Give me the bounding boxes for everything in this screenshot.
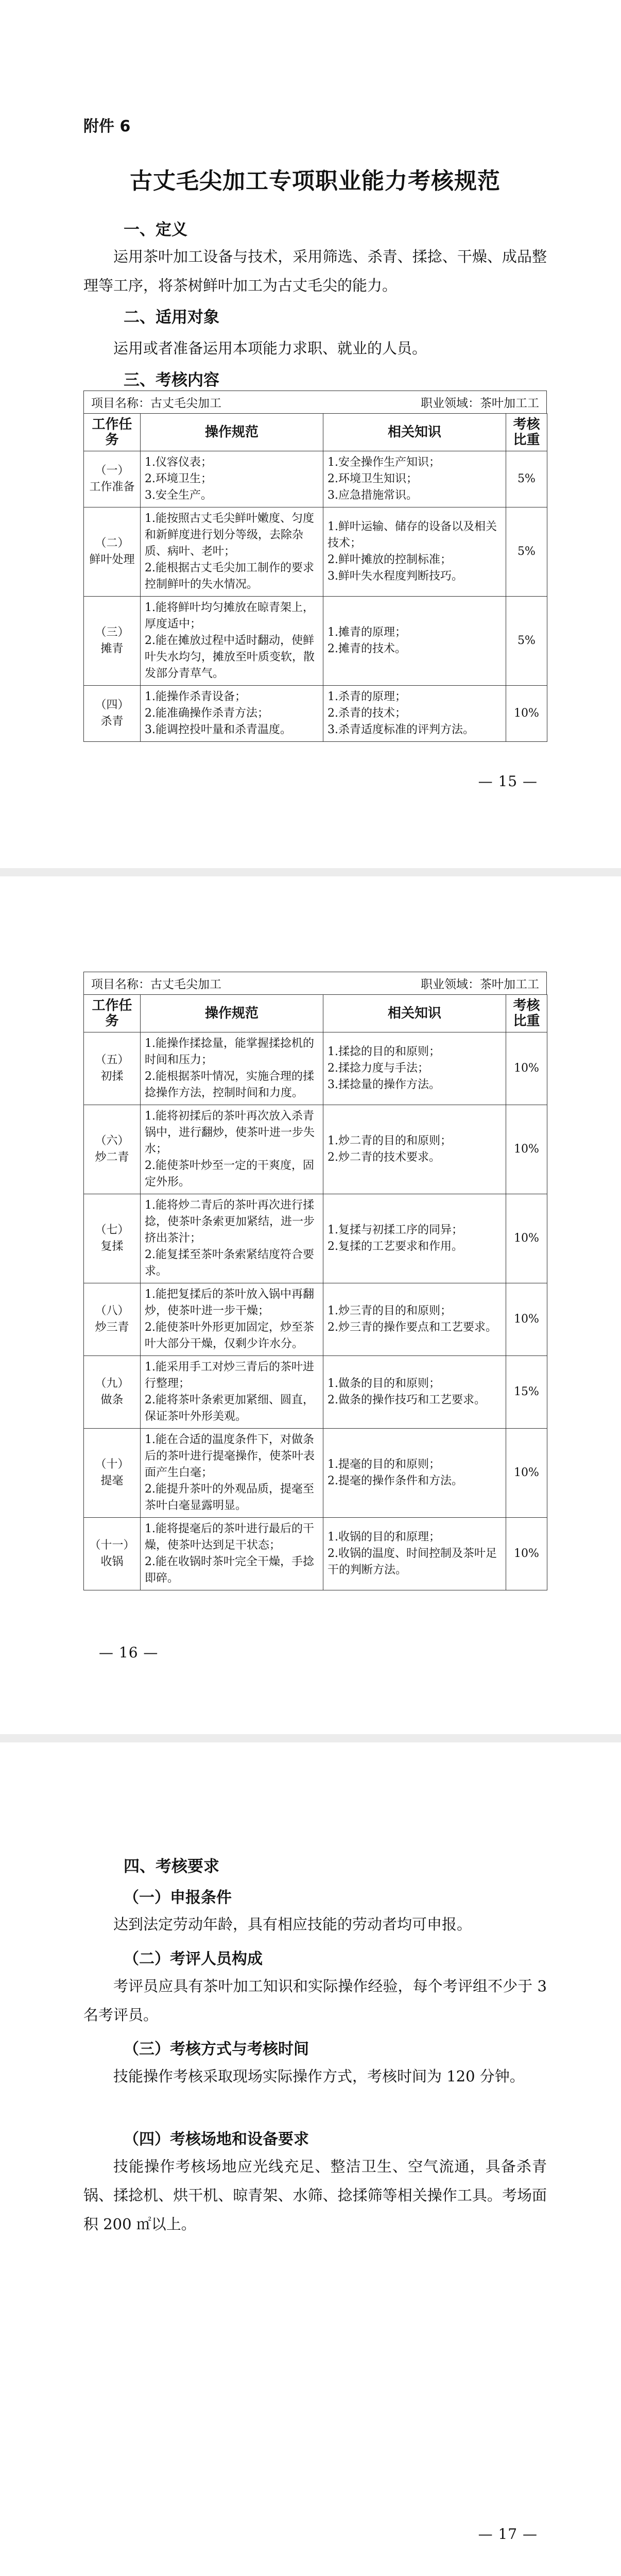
task-number: （九） bbox=[95, 1377, 129, 1390]
table-row bbox=[84, 1356, 547, 1429]
table-meta-row bbox=[83, 972, 547, 994]
task-number: （二） bbox=[95, 537, 129, 550]
table-meta-row bbox=[83, 391, 547, 413]
header-task: 工作任务 bbox=[84, 995, 141, 1032]
table-field-name: 职业领域：茶叶加工工 bbox=[421, 978, 539, 991]
page-number: — 17 — bbox=[478, 2526, 538, 2543]
knowledge-line: 2.摊青的技术。 bbox=[327, 642, 406, 655]
knowledge-line: 1.揉捻的目的和原则； bbox=[327, 1045, 440, 1058]
task-cell bbox=[84, 1283, 141, 1356]
requirements-heading: 四、考核要求 bbox=[124, 1857, 219, 1876]
skill-line: 2.能根据茶叶情况，实施合理的揉捻操作方法，控制时间和力度。 bbox=[145, 1070, 314, 1099]
table-row bbox=[84, 1429, 547, 1518]
task-number: （三） bbox=[95, 626, 129, 639]
task-cell bbox=[84, 1518, 141, 1590]
assessment-table-part2 bbox=[83, 994, 547, 1590]
document-title: 古丈毛尖加工专项职业能力考核规范 bbox=[130, 168, 501, 194]
task-name: 初揉 bbox=[100, 1070, 124, 1083]
weight-cell: 5% bbox=[506, 507, 547, 597]
skill-line: 3.安全生产。 bbox=[145, 489, 212, 502]
skill-cell bbox=[141, 1032, 323, 1105]
task-name: 炒三青 bbox=[95, 1321, 129, 1334]
skill-line: 1.能在合适的温度条件下，对做条后的茶叶进行提毫操作，使茶叶表面产生白毫； bbox=[145, 1433, 315, 1479]
skill-line: 2.能复揉至茶叶条索紧结度符合要求。 bbox=[145, 1248, 314, 1278]
task-number: （八） bbox=[95, 1304, 129, 1317]
document-page-16 bbox=[0, 876, 621, 1734]
skill-line: 2.能在收锅时茶叶完全干燥，手捻即碎。 bbox=[145, 1555, 314, 1585]
skill-line: 1.能将初揉后的茶叶再次放入杀青锅中，进行翻炒，使茶叶进一步失水； bbox=[145, 1110, 315, 1156]
weight-cell: 10% bbox=[506, 1032, 547, 1105]
skill-cell bbox=[141, 597, 323, 686]
skill-cell bbox=[141, 1518, 323, 1590]
knowledge-cell bbox=[323, 1356, 506, 1429]
knowledge-line: 1.杀青的原理； bbox=[327, 690, 406, 703]
skill-line: 3.能调控投叶量和杀青温度。 bbox=[145, 723, 291, 736]
table-row bbox=[84, 1283, 547, 1356]
skill-line: 2.能根据古丈毛尖加工制作的要求控制鲜叶的失水情况。 bbox=[145, 562, 314, 591]
knowledge-line: 3.应急措施常识。 bbox=[327, 489, 418, 502]
skill-line: 1.能采用手工对炒三青后的茶叶进行整理； bbox=[145, 1361, 314, 1390]
skill-line: 1.能把复揉后的茶叶放入锅中再翻炒，使茶叶进一步干燥； bbox=[145, 1288, 314, 1317]
task-number: （七） bbox=[95, 1224, 129, 1236]
knowledge-line: 1.复揉与初揉工序的同异； bbox=[327, 1224, 463, 1236]
task-cell bbox=[84, 1105, 141, 1194]
skill-line: 2.能在摊放过程中适时翻动，使鲜叶失水均匀，摊放至叶质变软，散发部分青草气。 bbox=[145, 634, 315, 680]
skill-line: 2.能提升茶叶的外观品质，提毫至茶叶白毫显露明显。 bbox=[145, 1483, 314, 1512]
assessment-table-part1 bbox=[83, 413, 547, 742]
task-name: 工作准备 bbox=[89, 481, 135, 494]
skill-line: 2.能使茶叶外形更加固定，炒至茶叶大部分干燥，仅剩少许水分。 bbox=[145, 1321, 314, 1350]
knowledge-line: 1.安全操作生产知识； bbox=[327, 456, 440, 469]
skill-line: 2.能使茶叶炒至一定的干爽度，固定外形。 bbox=[145, 1159, 314, 1189]
skill-line: 2.能将茶叶条索更加紧细、圆直，保证茶叶外形美观。 bbox=[145, 1394, 314, 1423]
section-definition-heading: 一、定义 bbox=[124, 221, 187, 239]
header-skill: 操作规范 bbox=[141, 995, 323, 1032]
req-application-text: 达到法定劳动年龄，具有相应技能的劳动者均可申报。 bbox=[113, 1916, 472, 1933]
table-row bbox=[84, 1194, 547, 1283]
attachment-label: 附件 6 bbox=[83, 117, 131, 135]
knowledge-line: 2.杀青的技术； bbox=[327, 707, 406, 720]
weight-cell: 10% bbox=[506, 1105, 547, 1194]
task-name: 鲜叶处理 bbox=[89, 553, 135, 566]
section-definition-text: 运用茶叶加工设备与技术，采用筛选、杀青、揉捻、干燥、成品整理等工序，将茶树鲜叶加工为古丈毛尖的能力。 bbox=[83, 248, 547, 294]
skill-line: 1.能将炒二青后的茶叶再次进行揉捻，使茶叶条索更加紧结，进一步挤出茶汁； bbox=[145, 1199, 315, 1245]
task-name: 炒二青 bbox=[95, 1151, 129, 1164]
table-row bbox=[84, 1032, 547, 1105]
knowledge-line: 1.提毫的目的和原则； bbox=[327, 1458, 440, 1471]
task-name: 杀青 bbox=[100, 715, 124, 728]
table-row bbox=[84, 451, 547, 507]
document-page-17 bbox=[0, 1742, 621, 2576]
skill-cell bbox=[141, 1356, 323, 1429]
weight-cell: 5% bbox=[506, 451, 547, 507]
weight-cell: 10% bbox=[506, 1194, 547, 1283]
task-name: 收锅 bbox=[100, 1555, 124, 1568]
task-cell bbox=[84, 507, 141, 597]
table-row bbox=[84, 597, 547, 686]
knowledge-line: 2.揉捻力度与手法； bbox=[327, 1062, 429, 1075]
knowledge-line: 3.揉捻量的操作方法。 bbox=[327, 1078, 440, 1091]
table-row bbox=[84, 686, 547, 742]
skill-line: 2.环境卫生； bbox=[145, 472, 212, 485]
knowledge-line: 1.摊青的原理； bbox=[327, 626, 406, 639]
req-method-heading: （三）考核方式与考核时间 bbox=[124, 2040, 309, 2058]
skill-line: 1.能将鲜叶均匀摊放在晾青架上，厚度适中； bbox=[145, 601, 314, 631]
req-application-heading: （一）申报条件 bbox=[124, 1889, 232, 1907]
req-venue-text: 技能操作考核场地应光线充足、整洁卫生、空气流通，具备杀青锅、揉捻机、烘干机、晾青架、水筛、捻揉筛等相关操作工具。考场面积 200 ㎡以上。 bbox=[83, 2158, 547, 2233]
task-name: 复揉 bbox=[100, 1240, 124, 1253]
knowledge-line: 2.提毫的操作条件和方法。 bbox=[327, 1475, 463, 1487]
table-header-row bbox=[84, 995, 547, 1032]
knowledge-line: 2.收锅的温度、时间控制及茶叶足干的判断方法。 bbox=[327, 1547, 497, 1577]
knowledge-line: 3.鲜叶失水程度判断技巧。 bbox=[327, 570, 463, 583]
task-name: 做条 bbox=[100, 1394, 124, 1406]
section-scope-heading: 二、适用对象 bbox=[124, 308, 219, 327]
knowledge-cell bbox=[323, 1283, 506, 1356]
skill-line: 1.能按照古丈毛尖鲜叶嫩度、匀度和新鲜度进行划分等级，去除杂质、病叶、老叶； bbox=[145, 512, 314, 558]
task-number: （五） bbox=[95, 1054, 129, 1066]
knowledge-line: 1.收锅的目的和原理； bbox=[327, 1531, 440, 1544]
knowledge-line: 1.炒三青的目的和原则； bbox=[327, 1304, 452, 1317]
task-number: （四） bbox=[95, 699, 129, 711]
knowledge-line: 2.鲜叶摊放的控制标准； bbox=[327, 553, 452, 566]
section-content-heading: 三、考核内容 bbox=[124, 371, 219, 389]
task-number: （六） bbox=[95, 1134, 129, 1147]
knowledge-cell bbox=[323, 1429, 506, 1518]
table-project-name: 项目名称：古丈毛尖加工 bbox=[91, 397, 221, 410]
task-cell bbox=[84, 1356, 141, 1429]
weight-cell: 15% bbox=[506, 1356, 547, 1429]
skill-line: 1.仪容仪表； bbox=[145, 456, 212, 469]
knowledge-line: 3.杀青适度标准的评判方法。 bbox=[327, 723, 474, 736]
task-cell bbox=[84, 1032, 141, 1105]
page-number: — 15 — bbox=[478, 773, 538, 790]
skill-line: 1.能操作揉捻量，能掌握揉捻机的时间和压力； bbox=[145, 1037, 314, 1066]
task-number: （一） bbox=[95, 464, 129, 477]
weight-cell: 10% bbox=[506, 1283, 547, 1356]
task-cell bbox=[84, 1429, 141, 1518]
skill-line: 1.能将提毫后的茶叶进行最后的干燥，使茶叶达到足干状态； bbox=[145, 1522, 314, 1552]
knowledge-cell bbox=[323, 451, 506, 507]
knowledge-line: 2.环境卫生知识； bbox=[327, 472, 418, 485]
table-field-name: 职业领域：茶叶加工工 bbox=[421, 397, 539, 410]
skill-cell bbox=[141, 1105, 323, 1194]
skill-cell bbox=[141, 686, 323, 742]
skill-line: 2.能准确操作杀青方法； bbox=[145, 707, 269, 720]
knowledge-line: 2.复揉的工艺要求和作用。 bbox=[327, 1240, 463, 1253]
header-task: 工作任务 bbox=[84, 414, 141, 451]
knowledge-cell bbox=[323, 1105, 506, 1194]
document-page-15 bbox=[0, 0, 621, 868]
knowledge-line: 2.做条的操作技巧和工艺要求。 bbox=[327, 1394, 486, 1406]
weight-cell: 10% bbox=[506, 686, 547, 742]
header-knowledge: 相关知识 bbox=[323, 414, 506, 451]
header-skill: 操作规范 bbox=[141, 414, 323, 451]
skill-line: 1.能操作杀青设备； bbox=[145, 690, 246, 703]
weight-cell: 10% bbox=[506, 1429, 547, 1518]
table-row bbox=[84, 507, 547, 597]
header-weight: 考核比重 bbox=[506, 414, 547, 451]
req-method-text: 技能操作考核采取现场实际操作方式，考核时间为 120 分钟。 bbox=[113, 2067, 525, 2085]
knowledge-cell bbox=[323, 1032, 506, 1105]
table-row bbox=[84, 1518, 547, 1590]
skill-cell bbox=[141, 1429, 323, 1518]
task-cell bbox=[84, 451, 141, 507]
req-venue-heading: （四）考核场地和设备要求 bbox=[124, 2130, 309, 2148]
task-name: 提毫 bbox=[100, 1475, 124, 1487]
skill-cell bbox=[141, 1194, 323, 1283]
knowledge-line: 2.炒三青的操作要点和工艺要求。 bbox=[327, 1321, 497, 1334]
knowledge-cell bbox=[323, 507, 506, 597]
weight-cell: 5% bbox=[506, 597, 547, 686]
skill-cell bbox=[141, 451, 323, 507]
req-examiners-text: 考评员应具有茶叶加工知识和实际操作经验，每个考评组不少于 3 名考评员。 bbox=[83, 1977, 547, 2024]
task-number: （十一） bbox=[89, 1539, 135, 1552]
task-cell bbox=[84, 597, 141, 686]
page-number: — 16 — bbox=[99, 1644, 159, 1661]
header-weight: 考核比重 bbox=[506, 995, 547, 1032]
task-cell bbox=[84, 1194, 141, 1283]
knowledge-cell bbox=[323, 686, 506, 742]
skill-cell bbox=[141, 507, 323, 597]
knowledge-cell bbox=[323, 1194, 506, 1283]
skill-cell bbox=[141, 1283, 323, 1356]
knowledge-line: 1.鲜叶运输、储存的设备以及相关技术； bbox=[327, 520, 497, 550]
req-examiners-heading: （二）考评人员构成 bbox=[124, 1950, 263, 1968]
header-knowledge: 相关知识 bbox=[323, 995, 506, 1032]
task-cell bbox=[84, 686, 141, 742]
knowledge-line: 1.炒二青的目的和原则； bbox=[327, 1134, 452, 1147]
weight-cell: 10% bbox=[506, 1518, 547, 1590]
table-project-name: 项目名称：古丈毛尖加工 bbox=[91, 978, 221, 991]
table-header-row bbox=[84, 414, 547, 451]
table-row bbox=[84, 1105, 547, 1194]
knowledge-line: 1.做条的目的和原则； bbox=[327, 1377, 440, 1390]
knowledge-cell bbox=[323, 1518, 506, 1590]
task-number: （十） bbox=[95, 1458, 129, 1471]
knowledge-cell bbox=[323, 597, 506, 686]
knowledge-line: 2.炒二青的技术要求。 bbox=[327, 1151, 440, 1164]
section-scope-text: 运用或者准备运用本项能力求职、就业的人员。 bbox=[113, 340, 427, 357]
task-name: 摊青 bbox=[100, 642, 124, 655]
